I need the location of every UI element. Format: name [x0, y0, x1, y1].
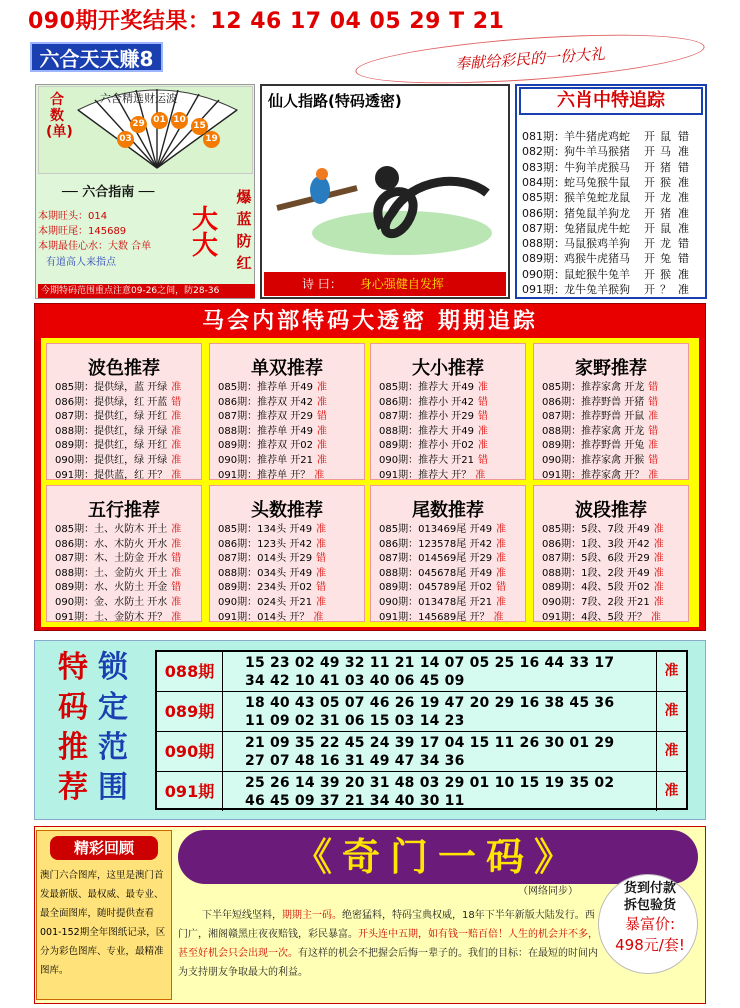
- lock-row: [157, 732, 686, 772]
- card-row: 085期：土、火防木 开土 准: [55, 524, 182, 535]
- review-text: 澳门六合图库，这里是澳门首发最新版、最权威、最专业、最全面图库，随时提供查看001-152期全年图纸记录，区分为彩色图库、专业，最精准图库。: [40, 870, 166, 976]
- card-title: 波色推荐: [88, 358, 160, 379]
- card-row: 090期：推荐家禽 开猴 错: [542, 455, 659, 466]
- liuxiao-row: 089期：鸡猴牛虎猪马 开 兔 错: [522, 252, 689, 266]
- card-row: 091期：推荐单 开？ 准: [218, 469, 325, 481]
- card-row: 086期：123578尾 开42 准: [379, 538, 507, 550]
- fan-ball: 19: [203, 131, 220, 148]
- guide-head: 本期旺头：014: [38, 211, 108, 222]
- lock-period: 090期: [157, 732, 223, 771]
- network-sync: （网络同步）: [518, 886, 578, 897]
- card-row: 089期：234头 开02 错: [218, 582, 327, 594]
- card-row: 090期：013478尾 开21 准: [379, 597, 507, 608]
- card-row: 089期：045789尾 开02 错: [379, 582, 507, 594]
- xianren-title: 仙人指路(特码透密): [268, 92, 402, 110]
- card-row: 089期：水、火防土 开金 错: [55, 582, 182, 594]
- lock-char: 荐: [58, 770, 88, 805]
- lock-char: 码: [58, 690, 88, 725]
- lock-row: [157, 772, 686, 812]
- card-row: 088期：提供红，绿 开绿 准: [55, 425, 182, 437]
- card-row: 088期：推荐家禽 开龙 错: [542, 425, 659, 437]
- lock-mark: 准: [656, 732, 686, 771]
- fan-ball: 15: [191, 118, 208, 135]
- fan-ball: 03: [117, 131, 134, 148]
- review-title: 精彩回顾: [50, 836, 158, 860]
- card-row: 089期：推荐野兽 开兔 准: [542, 440, 659, 452]
- liuxiao-row: 082期：狗牛羊马猴猪 开 马 准: [522, 145, 689, 159]
- lock-numbers: 18 40 43 05 07 46 26 19 47 20 29 16 38 45 36 11 09 02 31 06 15 03 14 23: [245, 695, 615, 729]
- card-row: 087期：5段、6段 开29 准: [542, 553, 664, 565]
- lock-numbers: 21 09 35 22 45 24 39 17 04 15 11 26 30 01 29 27 07 48 16 31 49 47 34 36: [245, 735, 615, 769]
- poem-bar: 诗 曰： 身心强健自发挥: [264, 272, 506, 296]
- card-row: 090期：推荐单 开21 准: [218, 455, 327, 466]
- card-row: 087期：推荐小 开29 错: [379, 411, 488, 423]
- card-row: 088期：推荐单 开49 准: [218, 425, 327, 437]
- recommend-card: [209, 343, 365, 480]
- card-row: 088期：045678尾 开49 准: [379, 567, 507, 579]
- lock-mark: 准: [656, 652, 686, 691]
- slogan: 奉献给彩民的一份大礼: [354, 26, 706, 92]
- liuxiao-title: 六肖中特追踪: [519, 87, 703, 115]
- recommend-card: [370, 485, 526, 622]
- liuxiao-row: 085期：猴羊兔蛇龙鼠 开 龙 准: [522, 191, 689, 205]
- card-row: 085期：134头 开49 准: [218, 524, 327, 535]
- recommend-card: [533, 485, 689, 622]
- lock-char: 范: [98, 730, 128, 765]
- card-row: 087期：014头 开29 错: [218, 553, 327, 565]
- liuxiao-row: 081期：羊牛猪虎鸡蛇 开 鼠 错: [522, 130, 689, 143]
- result-header: [0, 0, 740, 38]
- card-title: 大小推荐: [412, 358, 484, 379]
- liuxiao-row: 087期：兔猪鼠虎牛蛇 开 鼠 准: [522, 221, 689, 235]
- card-row: 085期：提供绿，蓝 开绿 准: [55, 382, 182, 393]
- card-row: 091期：推荐家禽 开？ 准: [542, 469, 659, 481]
- lock-char: 围: [98, 770, 128, 805]
- heshu-label: 合数(单): [46, 92, 73, 140]
- recommend-card: [46, 343, 202, 480]
- lock-row: [157, 652, 686, 692]
- guide-tail: 本期旺尾：145689: [38, 226, 127, 237]
- card-row: 085期：推荐大 开49 准: [379, 382, 488, 393]
- liuxiao-row: 091期：龙牛兔羊猴狗 开 ？ 准: [522, 283, 689, 296]
- guide-note: 有道高人来指点: [46, 257, 116, 268]
- card-row: 086期：推荐小 开42 错: [379, 396, 488, 408]
- card-row: 091期：提供蓝，红 开？ 准: [55, 469, 182, 481]
- lock-period: 089期: [157, 692, 223, 731]
- card-title: 头数推荐: [251, 500, 323, 521]
- card-row: 086期：推荐野兽 开猪 错: [542, 396, 659, 408]
- snake-bird-icon: [272, 118, 502, 268]
- lock-numbers: 25 26 14 39 20 31 48 03 29 01 10 15 19 35 02 46 45 09 37 21 34 40 30 11: [245, 775, 615, 809]
- card-row: 088期：推荐大 开49 准: [379, 425, 488, 437]
- lock-period: 088期: [157, 652, 223, 691]
- card-row: 091期：014头 开？ 准: [218, 611, 324, 623]
- liuxiao-row: 088期：马鼠猴鸡羊狗 开 龙 错: [522, 237, 689, 251]
- fan-ball: 29: [130, 116, 147, 133]
- liuxiao-row: 090期：鼠蛇猴牛兔羊 开 猴 准: [522, 267, 689, 281]
- card-title: 单双推荐: [251, 358, 323, 379]
- card-row: 090期：推荐大 开21 错: [379, 455, 488, 466]
- card-row: 091期：土、金防木 开？ 准: [55, 611, 182, 623]
- guide-best: 本期最佳心水：大数 合单: [38, 241, 152, 252]
- card-row: 089期：推荐小 开02 准: [379, 440, 488, 452]
- card-title: 五行推荐: [88, 500, 160, 521]
- card-row: 086期：推荐双 开42 准: [218, 396, 327, 408]
- price: 暴富价: 498元/套!: [615, 915, 685, 954]
- lock-numbers: 15 23 02 49 32 11 21 14 07 05 25 16 44 33 17 34 42 10 41 03 40 06 45 09: [245, 655, 615, 689]
- card-row: 085期：推荐家禽 开龙 错: [542, 382, 659, 393]
- fan-title: 六合精选财运波: [100, 92, 177, 105]
- pay-lines: 货到付款 拆包验货: [623, 881, 676, 913]
- brand-badge: 六合天天赚8: [30, 42, 163, 72]
- card-row: 087期：木、土防金 开水 错: [55, 553, 182, 565]
- liuxiao-row: 086期：猪兔鼠羊狗龙 开 猪 准: [522, 206, 689, 220]
- fan-ball: 10: [171, 112, 188, 129]
- qimen-banner: 《奇门一码》: [178, 830, 698, 884]
- card-row: 086期：水、木防火 开水 准: [55, 538, 182, 550]
- card-title: 家野推荐: [575, 358, 647, 379]
- card-row: 086期：123头 开42 准: [218, 538, 327, 550]
- card-row: 090期：024头 开21 准: [218, 597, 327, 608]
- liuxiao-row: 083期：牛狗羊虎猴马 开 猪 错: [522, 160, 689, 174]
- card-row: 087期：提供红，绿 开红 准: [55, 411, 182, 423]
- recommend-card: [370, 343, 526, 480]
- card-row: 090期：提供红，绿 开绿 准: [55, 455, 182, 466]
- card-row: 087期：推荐双 开29 错: [218, 411, 327, 423]
- card-row: 087期：推荐野兽 开鼠 准: [542, 411, 659, 423]
- liuxiao-row: 084期：蛇马兔猴牛鼠 开 猴 准: [522, 175, 689, 189]
- recommend-card: [209, 485, 365, 622]
- result-title: 090期开奖结果：12 46 17 04 05 29 T 21: [28, 9, 505, 34]
- card-row: 091期：4段、5段 开？ 准: [542, 611, 661, 623]
- range-bar: 今期特码范围重点注意09-26之间，防28-36: [38, 284, 255, 298]
- card-row: 091期：推荐大 开？ 准: [379, 469, 486, 481]
- card-row: 086期：1段、3段 开42 准: [542, 538, 664, 550]
- lock-char: 特: [58, 650, 88, 685]
- card-row: 090期：7段、2段 开21 准: [542, 597, 664, 608]
- card-row: 085期：推荐单 开49 准: [218, 382, 327, 393]
- card-title: 波段推荐: [575, 500, 647, 521]
- card-row: 090期：金、水防土 开水 准: [55, 597, 182, 608]
- card-row: 088期：034头 开49 准: [218, 567, 327, 579]
- lock-char: 定: [98, 690, 128, 725]
- card-row: 089期：推荐双 开02 准: [218, 440, 327, 452]
- card-title: 尾数推荐: [412, 500, 484, 521]
- lock-char: 锁: [98, 650, 128, 685]
- card-row: 085期：5段、7段 开49 准: [542, 524, 664, 535]
- lock-period: 091期: [157, 772, 223, 811]
- card-row: 087期：014569尾 开29 准: [379, 553, 507, 565]
- lock-heading: [58, 650, 138, 810]
- fan-ball: 01: [151, 112, 168, 129]
- card-row: 085期：013469尾 开49 准: [379, 524, 507, 535]
- big-da: 大大: [191, 205, 218, 261]
- bao-text: 爆蓝防红: [236, 188, 252, 272]
- ad-text: 下半年短线坚料，期期主一码。绝密猛料，特码宝典权威，18年下半年新版大陆发行。西门广，湘阁赣黑庄夜夜赔钱，彩民暴富。开头连中五期，如有钱一赔百倍！人生的机会并不多，甚至好机会只会出现一次。有这样的机会不把握会后悔一辈子的。我们的目标：在最短的时间内为支持朋友争取最大的利益。: [178, 910, 598, 978]
- card-row: 091期：145689尾 开？ 准: [379, 611, 504, 623]
- card-row: 088期：1段、2段 开49 准: [542, 567, 664, 579]
- lock-char: 推: [58, 730, 88, 765]
- recommend-card: [46, 485, 202, 622]
- guide-title: ── 六合指南 ──: [62, 185, 155, 200]
- inside-title: 马会内部特码大透密 期期追踪: [202, 308, 538, 334]
- lock-mark: 准: [656, 692, 686, 731]
- card-row: 089期：提供红，绿 开红 准: [55, 440, 182, 452]
- card-row: 088期：土、金防火 开土 准: [55, 567, 182, 579]
- card-row: 089期：4段、5段 开02 准: [542, 582, 664, 594]
- card-row: 086期：提供绿，红 开蓝 错: [55, 396, 182, 408]
- lock-row: [157, 692, 686, 732]
- lock-mark: 准: [656, 772, 686, 811]
- recommend-card: [533, 343, 689, 480]
